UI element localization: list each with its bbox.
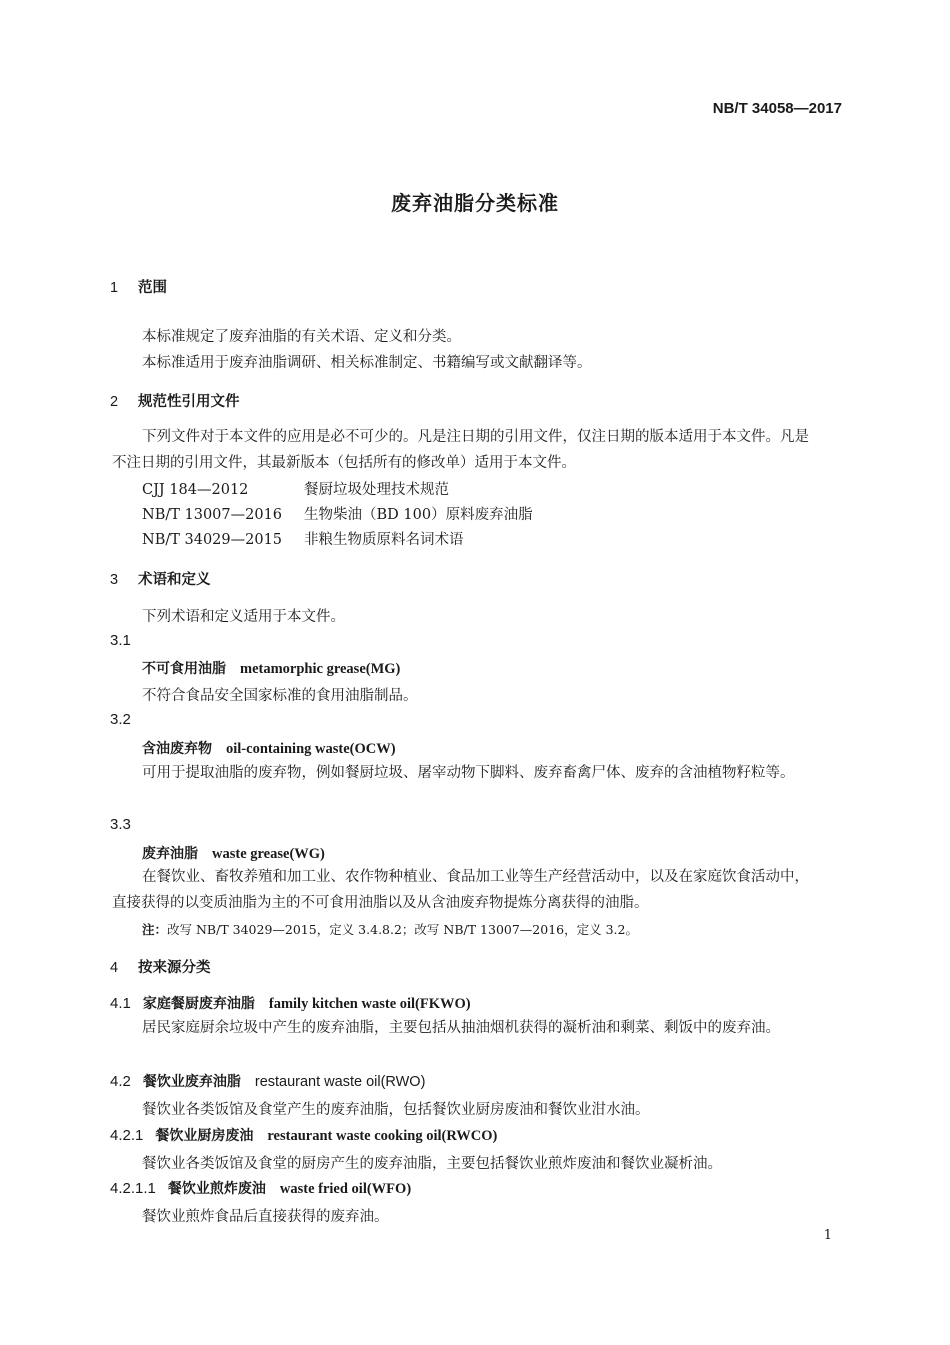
section-3-heading bbox=[110, 568, 211, 589]
section-number: 2 bbox=[110, 394, 119, 410]
section-2-heading bbox=[110, 390, 240, 411]
reference-item bbox=[142, 503, 533, 524]
paragraph: 本标准规定了废弃油脂的有关术语、定义和分类。 bbox=[142, 329, 461, 345]
class-number: 4.2 bbox=[110, 1073, 131, 1090]
paragraph: 本标准适用于废弃油脂调研、相关标准制定、书籍编写或文献翻译等。 bbox=[142, 355, 592, 371]
term-number: 3.1 bbox=[110, 632, 131, 649]
note-label: 注： bbox=[142, 922, 168, 937]
term-en: oil-containing waste(OCW) bbox=[226, 741, 396, 757]
note-text: 改写 NB/T 34029—2015，定义 3.4.8.2；改写 NB/T 13007—2016，定义 3.2。 bbox=[167, 922, 638, 937]
term-definition: 不符合食品安全国家标准的食用油脂制品。 bbox=[142, 688, 418, 704]
section-1-heading bbox=[110, 276, 167, 297]
section-number: 3 bbox=[110, 572, 119, 588]
term-definition: 在餐饮业、畜牧养殖和加工业、农作物种植业、食品加工业等生产经营活动中，以及在家庭饮食活动中，直接获得的以变质油脂为主的不可食用油脂以及从含油废弃物提炼分离获得的油脂。 bbox=[112, 869, 809, 911]
document-title: 废弃油脂分类标准 bbox=[391, 191, 559, 215]
page-number: 1 bbox=[823, 1228, 832, 1243]
class-definition: 餐饮业煎炸食品后直接获得的废弃油。 bbox=[142, 1209, 389, 1225]
class-zh: 餐饮业废弃油脂 bbox=[142, 1074, 241, 1090]
class-heading bbox=[110, 993, 471, 1013]
class-zh: 家庭餐厨废弃油脂 bbox=[142, 996, 255, 1012]
paragraph: 下列文件对于本文件的应用是必不可少的。凡是注日期的引用文件，仅注日期的版本适用于本文件。凡是不注日期的引用文件，其最新版本（包括所有的修改单）适用于本文件。 bbox=[112, 429, 809, 471]
term-number: 3.3 bbox=[110, 816, 131, 833]
section-4-heading bbox=[110, 956, 211, 977]
standard-number: NB/T 34058—2017 bbox=[712, 100, 842, 117]
section-title: 术语和定义 bbox=[138, 572, 211, 588]
section-number: 4 bbox=[110, 960, 119, 976]
reference-title: 非粮生物质原料名词术语 bbox=[304, 532, 464, 548]
paragraph: 下列术语和定义适用于本文件。 bbox=[142, 609, 345, 625]
reference-title: 餐厨垃圾处理技术规范 bbox=[304, 482, 449, 498]
class-number: 4.1 bbox=[110, 995, 131, 1012]
term-definition: 可用于提取油脂的废弃物，例如餐厨垃圾、屠宰动物下脚料、废弃畜禽尸体、废弃的含油植物籽粒等。 bbox=[142, 765, 795, 781]
term-heading bbox=[142, 738, 396, 758]
class-en: restaurant waste oil(RWO) bbox=[254, 1074, 426, 1090]
class-heading bbox=[110, 1071, 425, 1091]
term-zh: 废弃油脂 bbox=[142, 846, 198, 862]
note bbox=[142, 920, 638, 938]
reference-item bbox=[142, 478, 449, 499]
reference-item bbox=[142, 528, 464, 549]
section-title: 范围 bbox=[138, 280, 167, 296]
class-number: 4.2.1 bbox=[110, 1127, 144, 1144]
term-heading bbox=[142, 843, 325, 863]
term-en: waste grease(WG) bbox=[212, 846, 325, 862]
reference-code: NB/T 13007—2016 bbox=[142, 507, 283, 523]
class-zh: 餐饮业厨房废油 bbox=[155, 1128, 254, 1144]
class-en: waste fried oil(WFO) bbox=[279, 1181, 412, 1197]
class-heading bbox=[110, 1125, 497, 1145]
term-heading bbox=[142, 658, 400, 678]
term-zh: 不可食用油脂 bbox=[142, 661, 226, 677]
class-definition: 居民家庭厨余垃圾中产生的废弃油脂，主要包括从抽油烟机获得的凝析油和剩菜、剩饭中的废弃油。 bbox=[142, 1020, 780, 1036]
class-definition: 餐饮业各类饭馆及食堂产生的废弃油脂，包括餐饮业厨房废油和餐饮业泔水油。 bbox=[142, 1102, 650, 1118]
term-number: 3.2 bbox=[110, 711, 131, 728]
reference-code: CJJ 184—2012 bbox=[142, 482, 249, 498]
class-en: restaurant waste cooking oil(RWCO) bbox=[267, 1128, 498, 1144]
section-title: 按来源分类 bbox=[138, 960, 211, 976]
section-title: 规范性引用文件 bbox=[138, 394, 240, 410]
class-definition: 餐饮业各类饭馆及食堂的厨房产生的废弃油脂，主要包括餐饮业煎炸废油和餐饮业凝析油。 bbox=[142, 1156, 722, 1172]
class-en: family kitchen waste oil(FKWO) bbox=[268, 996, 471, 1012]
term-en: metamorphic grease(MG) bbox=[240, 661, 401, 677]
class-zh: 餐饮业煎炸废油 bbox=[167, 1181, 266, 1197]
reference-code: NB/T 34029—2015 bbox=[142, 532, 283, 548]
reference-title: 生物柴油（BD 100）原料废弃油脂 bbox=[304, 507, 533, 523]
term-zh: 含油废弃物 bbox=[142, 741, 212, 757]
class-number: 4.2.1.1 bbox=[110, 1180, 156, 1197]
class-heading bbox=[110, 1178, 411, 1198]
section-number: 1 bbox=[110, 280, 119, 296]
